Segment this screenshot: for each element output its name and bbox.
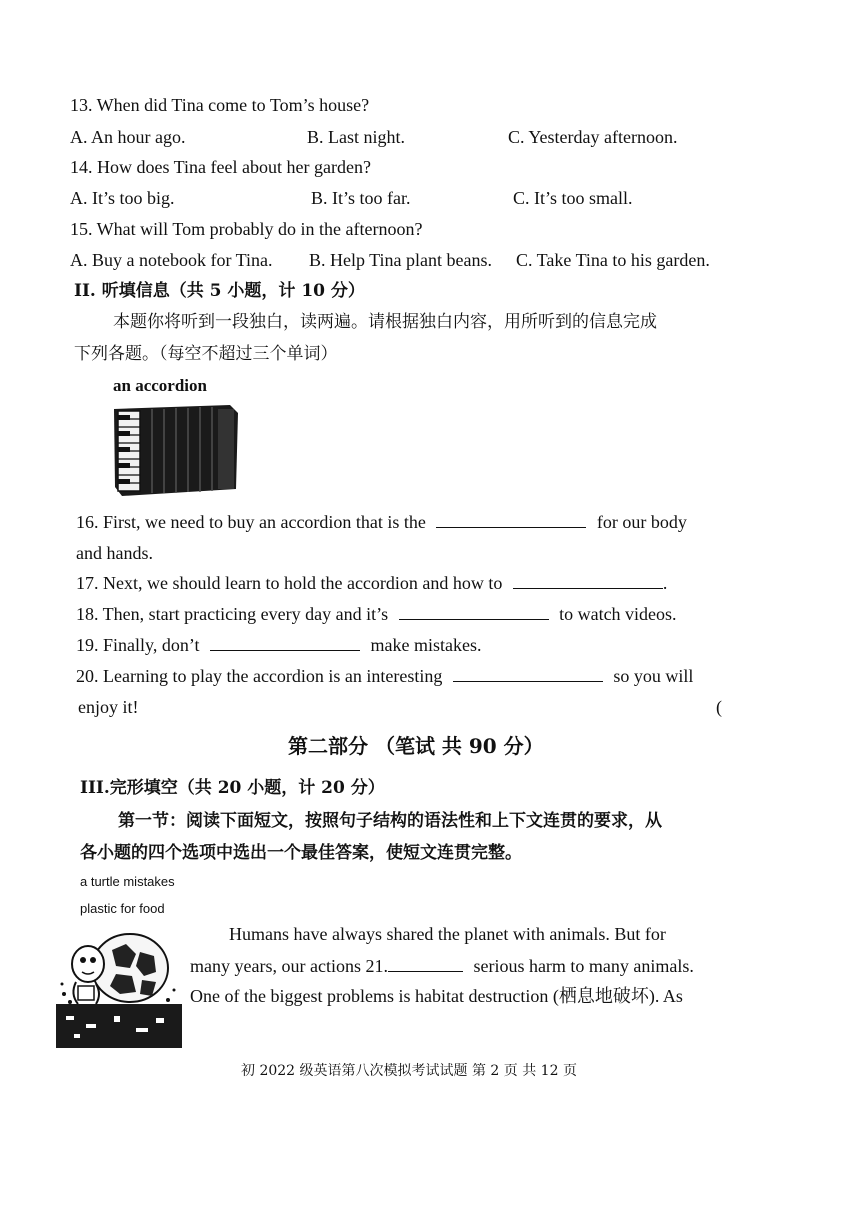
question-18-text-end: to watch videos. bbox=[559, 604, 677, 624]
question-13: 13. When did Tina come to Tom’s house? bbox=[70, 95, 370, 115]
stray-parenthesis: ( bbox=[716, 697, 722, 717]
section-3-title: III.完形填空（共 20 小题，计 20 分） bbox=[80, 778, 385, 798]
question-15-option-c: C. Take Tina to his garden. bbox=[516, 250, 710, 270]
question-14-option-a: A. It’s too big. bbox=[70, 188, 175, 208]
question-19-text: 19. Finally, don’t bbox=[76, 635, 200, 655]
question-18-text: 18. Then, start practicing every day and it’s bbox=[76, 604, 389, 624]
question-20-text: 20. Learning to play the accordion is an interesting bbox=[76, 666, 443, 686]
question-18 bbox=[76, 603, 677, 625]
accordion-image bbox=[112, 403, 240, 498]
question-14-option-c: C. It’s too small. bbox=[513, 188, 633, 208]
passage-line-2-text: many years, our actions 21. bbox=[190, 956, 388, 976]
turtle-caption-line-1: a turtle mistakes bbox=[80, 874, 175, 889]
question-18-blank[interactable] bbox=[399, 603, 549, 620]
question-16 bbox=[76, 511, 687, 533]
part-2-heading: 第二部分 （笔试 共 90 分） bbox=[288, 734, 544, 758]
turtle-caption-line-2: plastic for food bbox=[80, 901, 165, 916]
question-19 bbox=[76, 634, 482, 656]
question-17-period: . bbox=[662, 573, 668, 593]
passage-line-2 bbox=[190, 955, 694, 977]
question-16-continued: and hands. bbox=[76, 543, 153, 563]
question-19-text-end: make mistakes. bbox=[370, 635, 482, 655]
question-21-blank[interactable] bbox=[388, 955, 463, 972]
question-16-text-end: for our body bbox=[596, 512, 687, 532]
question-17 bbox=[76, 572, 667, 594]
question-17-text: 17. Next, we should learn to hold the accordion and how to bbox=[76, 573, 503, 593]
question-19-blank[interactable] bbox=[210, 634, 360, 651]
question-20 bbox=[76, 665, 693, 687]
question-17-blank[interactable] bbox=[513, 572, 663, 589]
section-2-instruction-line-1: 本题你将听到一段独白，读两遍。请根据独白内容，用所听到的信息完成 bbox=[113, 312, 657, 332]
accordion-caption: an accordion bbox=[113, 376, 207, 395]
question-15-option-a: A. Buy a notebook for Tina. bbox=[70, 250, 273, 270]
question-14: 14. How does Tina feel about her garden? bbox=[70, 157, 371, 177]
turtle-image bbox=[56, 920, 182, 1048]
question-15: 15. What will Tom probably do in the afternoon? bbox=[70, 219, 423, 239]
question-14-option-b: B. It’s too far. bbox=[311, 188, 411, 208]
section-3-instruction-line-1: 第一节：阅读下面短文，按照句子结构的语法性和上下文连贯的要求，从 bbox=[118, 811, 662, 831]
section-2-instruction-line-2: 下列各题。（每空不超过三个单词） bbox=[74, 344, 338, 364]
question-16-text: 16. First, we need to buy an accordion that is the bbox=[76, 512, 426, 532]
question-13-option-a: A. An hour ago. bbox=[70, 127, 186, 147]
section-3-instruction-line-2: 各小题的四个选项中选出一个最佳答案，使短文连贯完整。 bbox=[80, 843, 522, 863]
question-20-blank[interactable] bbox=[453, 665, 603, 682]
passage-line-1: Humans have always shared the planet with animals. But for bbox=[229, 924, 666, 944]
question-16-blank[interactable] bbox=[436, 511, 586, 528]
passage-line-2-text-end: serious harm to many animals. bbox=[473, 956, 694, 976]
question-20-continued: enjoy it! bbox=[78, 697, 139, 717]
question-13-option-b: B. Last night. bbox=[307, 127, 405, 147]
section-2-title: II. 听填信息（共 5 小题，计 10 分） bbox=[74, 281, 365, 301]
passage-line-3: One of the biggest problems is habitat destruction (栖息地破坏). As bbox=[190, 986, 683, 1006]
question-13-option-c: C. Yesterday afternoon. bbox=[508, 127, 678, 147]
question-20-text-end: so you will bbox=[613, 666, 694, 686]
question-15-option-b: B. Help Tina plant beans. bbox=[309, 250, 492, 270]
page-footer: 初 2022 级英语第八次模拟考试试题 第 2 页 共 12 页 bbox=[241, 1063, 577, 1079]
